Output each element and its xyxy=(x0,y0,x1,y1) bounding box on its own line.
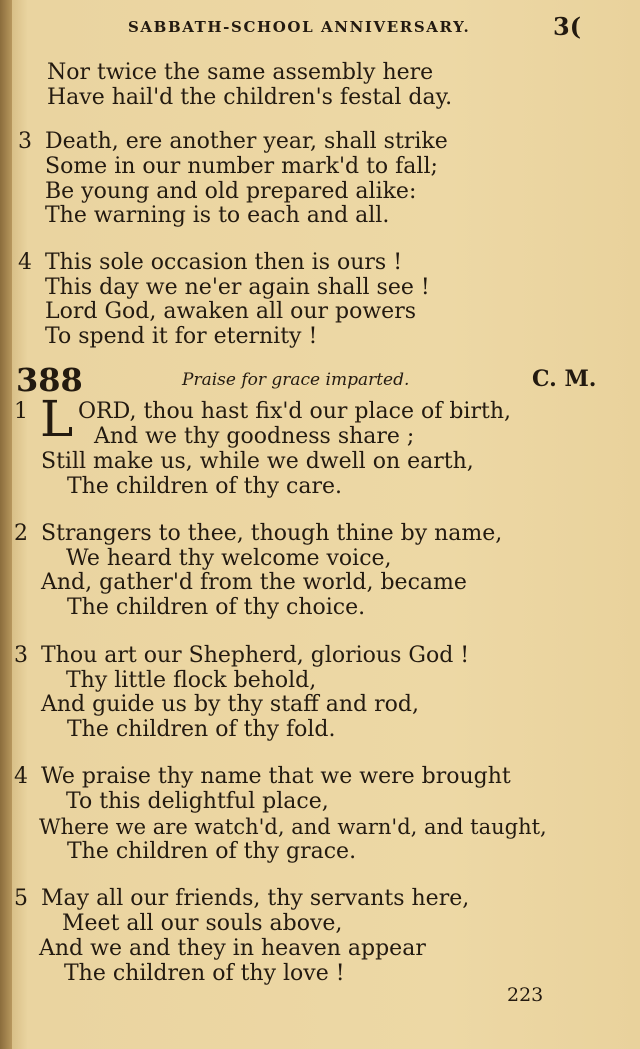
verse-line: The children of thy love ! xyxy=(64,961,345,986)
verse-line: This day we ne'er again shall see ! xyxy=(45,275,430,300)
verse-line: This sole occasion then is ours ! xyxy=(45,250,403,275)
verse-line: Meet all our souls above, xyxy=(62,911,343,936)
verse-line: The children of thy fold. xyxy=(67,717,336,742)
verse-line: And, gather'd from the world, became xyxy=(41,570,467,595)
verse-number: 2 xyxy=(14,521,28,546)
hymn-title: Praise for grace imparted. xyxy=(182,370,410,390)
verse-line: To spend it for eternity ! xyxy=(45,324,318,349)
verse-line: Death, ere another year, shall strike xyxy=(45,129,448,154)
page-spine-shadow xyxy=(0,0,12,1049)
hymn-number: 388 xyxy=(16,361,83,399)
verse-number: 1 xyxy=(14,399,28,424)
verse-line: We heard thy welcome voice, xyxy=(66,546,392,571)
verse-line: And we thy goodness share ; xyxy=(94,424,415,449)
running-head: SABBATH-SCHOOL ANNIVERSARY. xyxy=(128,18,471,36)
verse-line: The warning is to each and all. xyxy=(45,203,390,228)
verse-line: Lord God, awaken all our powers xyxy=(45,299,417,324)
verse-line: And we and they in heaven appear xyxy=(39,936,426,961)
verse-line: Be young and old prepared alike: xyxy=(45,179,417,204)
verse-line: We praise thy name that we were brought xyxy=(41,764,511,789)
verse-line: The children of thy choice. xyxy=(67,595,366,620)
verse-line: Still make us, while we dwell on earth, xyxy=(41,449,474,474)
verse-line: Where we are watch'd, and warn'd, and taught, xyxy=(39,815,547,839)
verse-line: Strangers to thee, though thine by name, xyxy=(41,521,503,546)
verse-line: And guide us by thy staff and rod, xyxy=(41,692,419,717)
verse-line: ORD, thou hast fix'd our place of birth, xyxy=(78,399,511,424)
verse-line: Thou art our Shepherd, glorious God ! xyxy=(41,643,470,668)
previous-hymn-line: Nor twice the same assembly here xyxy=(47,60,434,85)
verse-number: 4 xyxy=(18,250,32,275)
verse-line: May all our friends, thy servants here, xyxy=(41,886,470,911)
verse-number: 5 xyxy=(14,886,28,911)
page-number-top: 3( xyxy=(553,12,582,41)
page-number: 223 xyxy=(507,984,544,1006)
verse-line: The children of thy care. xyxy=(67,474,342,499)
drop-cap: L xyxy=(40,390,74,448)
verse-line: Some in our number mark'd to fall; xyxy=(45,154,438,179)
hymn-meter: C. M. xyxy=(532,366,597,392)
verse-number: 4 xyxy=(14,764,28,789)
verse-line: To this delightful place, xyxy=(66,789,329,814)
previous-hymn-line: Have hail'd the children's festal day. xyxy=(47,85,453,110)
verse-line: The children of thy grace. xyxy=(67,839,357,864)
verse-number: 3 xyxy=(14,643,28,668)
verse-line: Thy little flock behold, xyxy=(66,668,317,693)
verse-number: 3 xyxy=(18,129,32,154)
